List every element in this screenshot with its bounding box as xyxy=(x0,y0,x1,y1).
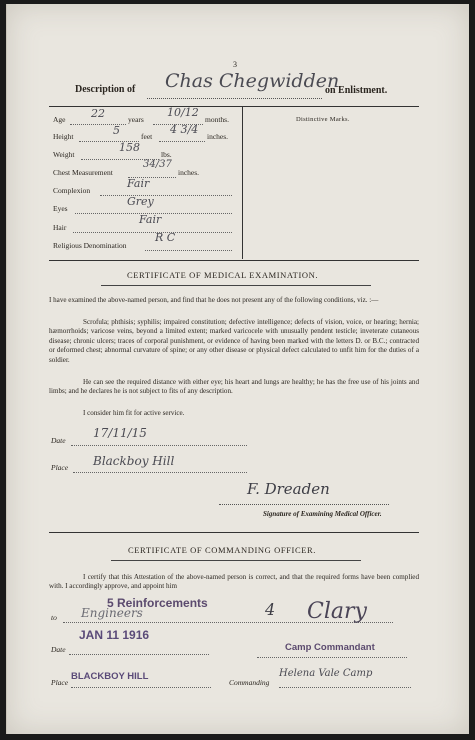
medical-date-label: Date xyxy=(51,436,66,445)
commanding-label: Commanding xyxy=(229,678,270,687)
dotted-line xyxy=(100,186,232,196)
place-stamp: BLACKBOY HILL xyxy=(71,671,149,682)
medical-paragraph-fitness: He can see the required distance with either eye; his heart and lungs are healthy; he has the free use of his joints and limbs; and he declares he is not subject to fits of any description. xyxy=(49,378,419,396)
commanding-paragraph: I certify that this Attestation of the above-named person is correct, and that the required forms have been complied with. I accordingly approve, and appoint him xyxy=(49,573,419,591)
field-weight-value: 158 xyxy=(119,141,140,154)
distinctive-marks-heading: Distinctive Marks. xyxy=(296,116,350,123)
field-eyes-label: Eyes xyxy=(53,204,68,213)
field-height-unit2: inches. xyxy=(207,132,229,141)
commanding-certificate-title: CERTIFICATE OF COMMANDING OFFICER. xyxy=(128,545,317,555)
field-religion-label: Religious Denomination xyxy=(53,241,127,250)
commanding-camp-value: Helena Vale Camp xyxy=(279,668,373,679)
field-eyes-value: Grey xyxy=(127,195,154,208)
field-height-feet-value: 5 xyxy=(113,124,120,137)
title-underline xyxy=(111,560,361,561)
field-chest-value: 34/37 xyxy=(143,159,172,170)
field-chest-label: Chest Measurement xyxy=(53,168,113,177)
field-age-label: Age xyxy=(53,115,66,124)
soldier-name: Chas Chegwidden xyxy=(165,70,340,92)
description-label: Description of xyxy=(75,84,136,95)
medical-certificate-title: CERTIFICATE OF MEDICAL EXAMINATION. xyxy=(127,270,319,280)
field-complexion-value: Fair xyxy=(127,177,150,190)
field-age-unit: years xyxy=(128,115,144,124)
dotted-line xyxy=(257,648,407,658)
medical-officer-signature: F. Dreaden xyxy=(247,480,330,498)
field-age-unit2: months. xyxy=(205,115,229,124)
commanding-officer-signature: Clary xyxy=(307,599,367,624)
field-age-value: 22 xyxy=(91,107,105,120)
rule-medical xyxy=(49,260,419,261)
medical-place-label: Place xyxy=(51,463,69,472)
field-complexion-label: Complexion xyxy=(53,186,91,195)
medical-fit-statement: I consider him fit for active service. xyxy=(83,409,185,417)
field-height-label: Height xyxy=(53,132,74,141)
field-hair-label: Hair xyxy=(53,223,67,232)
page-number: 3 xyxy=(233,60,237,69)
dotted-line xyxy=(279,678,411,688)
field-weight-unit: lbs. xyxy=(161,150,172,159)
field-weight-label: Weight xyxy=(53,150,75,159)
title-underline xyxy=(101,285,371,286)
date-stamp: JAN 11 1916 xyxy=(79,628,150,642)
camp-commandant-stamp: Camp Commandant xyxy=(285,642,375,653)
attestation-page xyxy=(6,4,469,734)
dotted-line xyxy=(69,645,209,655)
commanding-date-label: Date xyxy=(51,645,66,654)
field-age-months-value: 10/12 xyxy=(167,106,199,119)
reinforcement-stamp: 5 Reinforcements xyxy=(107,596,208,610)
on-enlistment-label: on Enlistment. xyxy=(325,85,388,96)
field-hair-value: Fair xyxy=(139,213,162,226)
medical-paragraph-1: I have examined the above-named person, and find that he does not present any of the following conditions, viz. :— xyxy=(49,296,379,304)
commanding-to-value: Engineers xyxy=(81,606,143,620)
field-religion-value: R C xyxy=(155,231,176,244)
rule-commanding xyxy=(49,532,419,533)
name-underline xyxy=(147,98,322,99)
commanding-to-label: to xyxy=(51,613,57,622)
medical-signature-caption: Signature of Examining Medical Officer. xyxy=(263,510,382,518)
commanding-place-label: Place xyxy=(51,678,69,687)
medical-paragraph-conditions: Scrofula; phthisis; syphilis; impaired constitution; defective intelligence; defects of vision, voice, or hearing; hernia; hæmorrhoids; varicose veins, beyond a limited extent; marked varicocele with unusually pendent testicle; inveterate cutaneous disease; chronic ulcers; traces of corporal punishment, or evidence of having been marked with the letters D. or B.C.; contracted or deformed chest; abnormal curvature of spine; or any other disease or physical defect calculated to unfit him for the duties of a soldier. xyxy=(49,318,419,364)
field-chest-unit: inches. xyxy=(178,168,200,177)
reinforcement-number: 4 xyxy=(265,600,276,619)
medical-place-value: Blackboy Hill xyxy=(93,454,175,468)
column-divider xyxy=(242,107,243,259)
medical-date-value: 17/11/15 xyxy=(93,426,147,440)
field-height-inches-value: 4 3/4 xyxy=(170,123,199,136)
signature-line xyxy=(219,504,389,505)
field-height-unit: feet xyxy=(141,132,153,141)
